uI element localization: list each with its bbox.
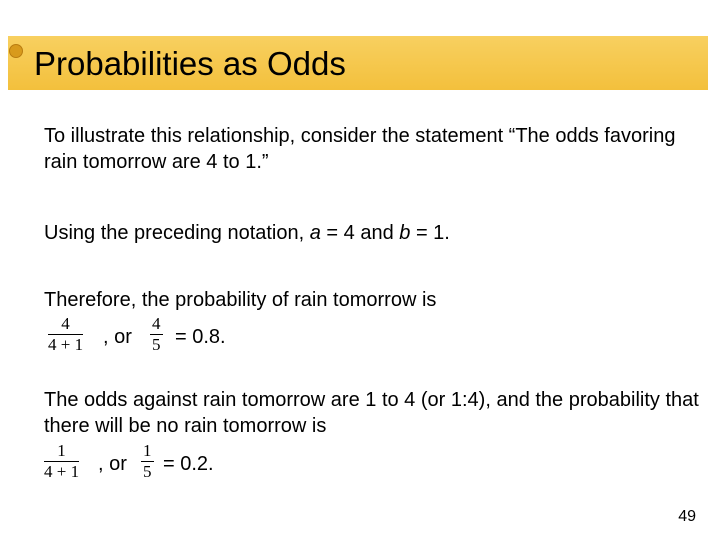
slide-title: Probabilities as Odds (34, 45, 346, 82)
title-bullet-icon (9, 44, 23, 58)
notation-prefix: Using the preceding notation, (44, 222, 310, 244)
notation-suffix: = 1. (410, 222, 450, 244)
variable-b: b (399, 222, 411, 244)
or-text: , or (98, 453, 127, 475)
fraction-numerator: 4 (152, 314, 161, 333)
fraction-norain-2 (141, 442, 154, 480)
fraction-norain-1 (44, 442, 79, 480)
fraction-numerator: 1 (143, 441, 152, 460)
notation-mid: = 4 and (320, 222, 400, 244)
fraction-denominator: 4 + 1 (44, 462, 80, 481)
or-text: , or (103, 326, 132, 348)
result-text: = 0.2. (163, 453, 214, 475)
paragraph-probability-rain: Therefore, the probability of rain tomorrow is (44, 289, 437, 311)
fraction-denominator: 5 (143, 462, 152, 481)
page-number: 49 (678, 508, 696, 525)
paragraph-notation (44, 220, 704, 246)
paragraph-no-rain: The odds against rain tomorrow are 1 to 4 (or 1:4), and the probability that there will be no rain tomorrow is (44, 389, 699, 437)
variable-a: a (309, 222, 321, 244)
result-text: = 0.8. (175, 326, 226, 348)
fraction-numerator: 4 (61, 314, 70, 333)
fraction-rain-1 (48, 315, 83, 353)
fraction-numerator: 1 (57, 441, 66, 460)
fraction-denominator: 4 + 1 (48, 335, 84, 354)
fraction-rain-2 (150, 315, 163, 353)
paragraph-intro: To illustrate this relationship, consider the statement “The odds favoring rain tomorrow are 4 to 1.” (44, 125, 676, 173)
fraction-denominator: 5 (152, 335, 161, 354)
